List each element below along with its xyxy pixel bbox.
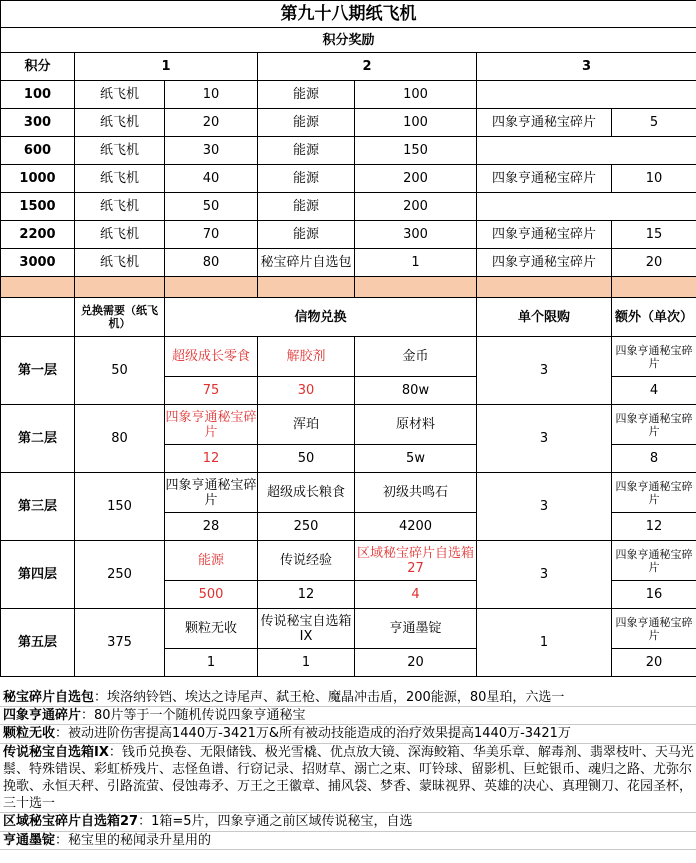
separator-row: [1, 277, 696, 298]
reward-3-qty: 5: [612, 109, 696, 137]
layer-name: 第一层: [1, 337, 75, 405]
col-points-header: 积分: [1, 53, 75, 81]
points-value: 2200: [1, 221, 75, 249]
reward-1-item: 纸飞机: [75, 165, 165, 193]
exchange-item-name: 亨通墨锭: [355, 609, 477, 649]
extra-item-name: 四象亨通秘宝碎片: [612, 541, 696, 581]
layer-limit: 3: [477, 541, 612, 609]
note-label: 区域秘宝碎片自选箱27: [3, 814, 139, 830]
exchange-item-name: 传说秘宝自选箱IX: [258, 609, 355, 649]
reward-2-qty: 300: [355, 221, 477, 249]
exchange-item-qty: 12: [258, 581, 355, 609]
exchange-item-qty: 500: [165, 581, 258, 609]
layer-row: [1, 473, 696, 513]
note-text: ：秘宝里的秘闻录升星用的: [55, 832, 212, 848]
points-row: [1, 221, 696, 249]
layer-row: [1, 609, 696, 649]
layer-name: 第五层: [1, 609, 75, 677]
section-title: 积分奖励: [1, 28, 696, 53]
reward-3-item: 四象亨通秘宝碎片: [477, 165, 612, 193]
reward-3-qty: 20: [612, 249, 696, 277]
layer-cost: 50: [75, 337, 165, 405]
exchange-item-name: 原材料: [355, 405, 477, 445]
exchange-item-qty: 250: [258, 513, 355, 541]
points-row: [1, 193, 696, 221]
note-line: [0, 813, 696, 831]
note-line: [0, 832, 696, 850]
note-label: 秘宝碎片自选包: [3, 690, 95, 705]
note-line: [0, 725, 696, 743]
reward-1-item: 纸飞机: [75, 221, 165, 249]
exchange-item-qty: 80w: [355, 377, 477, 405]
layer-row: [1, 337, 696, 377]
reward-2-qty: 150: [355, 137, 477, 165]
points-row: [1, 165, 696, 193]
extra-item-name: 四象亨通秘宝碎片: [612, 473, 696, 513]
extra-item-name: 四象亨通秘宝碎片: [612, 337, 696, 377]
reward-2-qty: 1: [355, 249, 477, 277]
reward-1-qty: 40: [165, 165, 258, 193]
reward-1-qty: 80: [165, 249, 258, 277]
reward-3-empty: [477, 81, 696, 109]
reward-1-qty: 30: [165, 137, 258, 165]
exchange-item-name: 超级成长零食: [165, 337, 258, 377]
reward-2-item: 能源: [258, 221, 355, 249]
reward-3-item: 四象亨通秘宝碎片: [477, 109, 612, 137]
note-label: 亨通墨锭: [3, 832, 56, 848]
reward-2-item: 能源: [258, 137, 355, 165]
reward-1-item: 纸飞机: [75, 193, 165, 221]
reward-2-item: 能源: [258, 109, 355, 137]
points-row: [1, 137, 696, 165]
extra-item-qty: 4: [612, 377, 696, 405]
exchange-item-name: 区域秘宝碎片自选箱27: [355, 541, 477, 581]
exchange-item-name: 金币: [355, 337, 477, 377]
exchange-item-name: 颗粒无收: [165, 609, 258, 649]
extra-item-qty: 16: [612, 581, 696, 609]
reward-2-item: 能源: [258, 81, 355, 109]
note-text: ：埃洛纳铃铛、埃达之诗尾声、弑王枪、魔晶冲击盾，200能源，80星珀，六选一: [94, 690, 565, 705]
exchange-item-qty: 1: [258, 649, 355, 677]
layer-name: 第三层: [1, 473, 75, 541]
points-value: 1500: [1, 193, 75, 221]
layer-limit: 3: [477, 337, 612, 405]
exchange-item-name: 超级成长粮食: [258, 473, 355, 513]
exchange-item-qty: 28: [165, 513, 258, 541]
exchange-item-name: 解胶剂: [258, 337, 355, 377]
exchange-item-qty: 50: [258, 445, 355, 473]
exchange-item-qty: 4200: [355, 513, 477, 541]
exchange-item-qty: 75: [165, 377, 258, 405]
layer-cost: 150: [75, 473, 165, 541]
layer-limit: 3: [477, 473, 612, 541]
reward-3-empty: [477, 193, 696, 221]
exchange-item-name: 能源: [165, 541, 258, 581]
note-label: 四象亨通碎片: [3, 708, 82, 724]
note-text: ：1箱=5片，四象亨通之前区域传说秘宝，自选: [138, 814, 413, 830]
layer-row: [1, 541, 696, 581]
col-3-header: 3: [477, 53, 696, 81]
items-header: 信物兑换: [165, 298, 477, 337]
extra-item-name: 四象亨通秘宝碎片: [612, 405, 696, 445]
reward-3-qty: 15: [612, 221, 696, 249]
exchange-item-name: 浑珀: [258, 405, 355, 445]
layer-limit: 3: [477, 405, 612, 473]
reward-2-qty: 200: [355, 165, 477, 193]
exchange-item-qty: 5w: [355, 445, 477, 473]
points-row: [1, 109, 696, 137]
points-row: [1, 249, 696, 277]
reward-1-qty: 70: [165, 221, 258, 249]
exchange-item-qty: 4: [355, 581, 477, 609]
reward-3-empty: [477, 137, 696, 165]
layer-cost: 80: [75, 405, 165, 473]
extra-item-qty: 8: [612, 445, 696, 473]
reward-1-item: 纸飞机: [75, 109, 165, 137]
reward-1-qty: 10: [165, 81, 258, 109]
reward-2-qty: 100: [355, 81, 477, 109]
cost-header: 兑换需要（纸飞机）: [75, 298, 165, 337]
layer-cost: 375: [75, 609, 165, 677]
note-line: [0, 707, 696, 725]
points-value: 1000: [1, 165, 75, 193]
note-text: ：80片等于一个随机传说四象亨通秘宝: [81, 708, 306, 724]
col-1-header: 1: [75, 53, 258, 81]
exchange-item-qty: 30: [258, 377, 355, 405]
points-value: 300: [1, 109, 75, 137]
layer-name: 第四层: [1, 541, 75, 609]
exchange-item-name: 传说经验: [258, 541, 355, 581]
points-value: 600: [1, 137, 75, 165]
note-label: 颗粒无收: [3, 726, 56, 742]
extra-header: 额外（单次）: [612, 298, 696, 337]
layer-name: 第二层: [1, 405, 75, 473]
note-line: [0, 689, 696, 707]
exchange-item-qty: 20: [355, 649, 477, 677]
extra-item-qty: 12: [612, 513, 696, 541]
reward-1-item: 纸飞机: [75, 137, 165, 165]
points-value: 100: [1, 81, 75, 109]
limit-header: 单个限购: [477, 298, 612, 337]
reward-1-item: 纸飞机: [75, 81, 165, 109]
col-2-header: 2: [258, 53, 477, 81]
layer-cost: 250: [75, 541, 165, 609]
notes-section: [0, 689, 696, 850]
reward-2-qty: 200: [355, 193, 477, 221]
exchange-item-name: 四象亨通秘宝碎片: [165, 473, 258, 513]
note-label: 传说秘宝自选箱IX: [3, 744, 109, 760]
reward-3-item: 四象亨通秘宝碎片: [477, 249, 612, 277]
reward-2-item: 秘宝碎片自选包: [258, 249, 355, 277]
reward-3-qty: 10: [612, 165, 696, 193]
page-title: 第九十八期纸飞机: [1, 1, 696, 28]
note-line: [0, 744, 696, 814]
exchange-item-qty: 1: [165, 649, 258, 677]
reward-1-qty: 50: [165, 193, 258, 221]
exchange-item-qty: 12: [165, 445, 258, 473]
reward-1-qty: 20: [165, 109, 258, 137]
reward-2-item: 能源: [258, 193, 355, 221]
note-text: ：钱币兑换卷、无限储钱、极光雪橇、优点放大镜、深海鲛箱、华美乐章、解毒剂、翡翠枝叶、天马光鬃、特殊错误、彩虹桥残片、志怪鱼谱、行窃记录、招财草、溺亡之束、叮铃球、留影机、巨蛇银币、魂归之路、尤弥尔挽歌、永恒天秤、引路流萤、侵蚀毒矛、万王之王徽章、捕风袋、梦香、蒙昧视界、英雄的决心、真理铡刀、花园圣杯，三十选一: [3, 744, 694, 812]
reward-2-qty: 100: [355, 109, 477, 137]
layer-row: [1, 405, 696, 445]
reward-2-item: 能源: [258, 165, 355, 193]
reward-1-item: 纸飞机: [75, 249, 165, 277]
extra-item-qty: 20: [612, 649, 696, 677]
layer-limit: 1: [477, 609, 612, 677]
points-row: [1, 81, 696, 109]
points-value: 3000: [1, 249, 75, 277]
exchange-item-name: 四象亨通秘宝碎片: [165, 405, 258, 445]
extra-item-name: 四象亨通秘宝碎片: [612, 609, 696, 649]
note-text: ：被动进阶伤害提高1440万-3421万&所有被动技能造成的治疗效果提高1440万-3421万: [55, 726, 571, 742]
reward-3-item: 四象亨通秘宝碎片: [477, 221, 612, 249]
exchange-item-name: 初级共鸣石: [355, 473, 477, 513]
